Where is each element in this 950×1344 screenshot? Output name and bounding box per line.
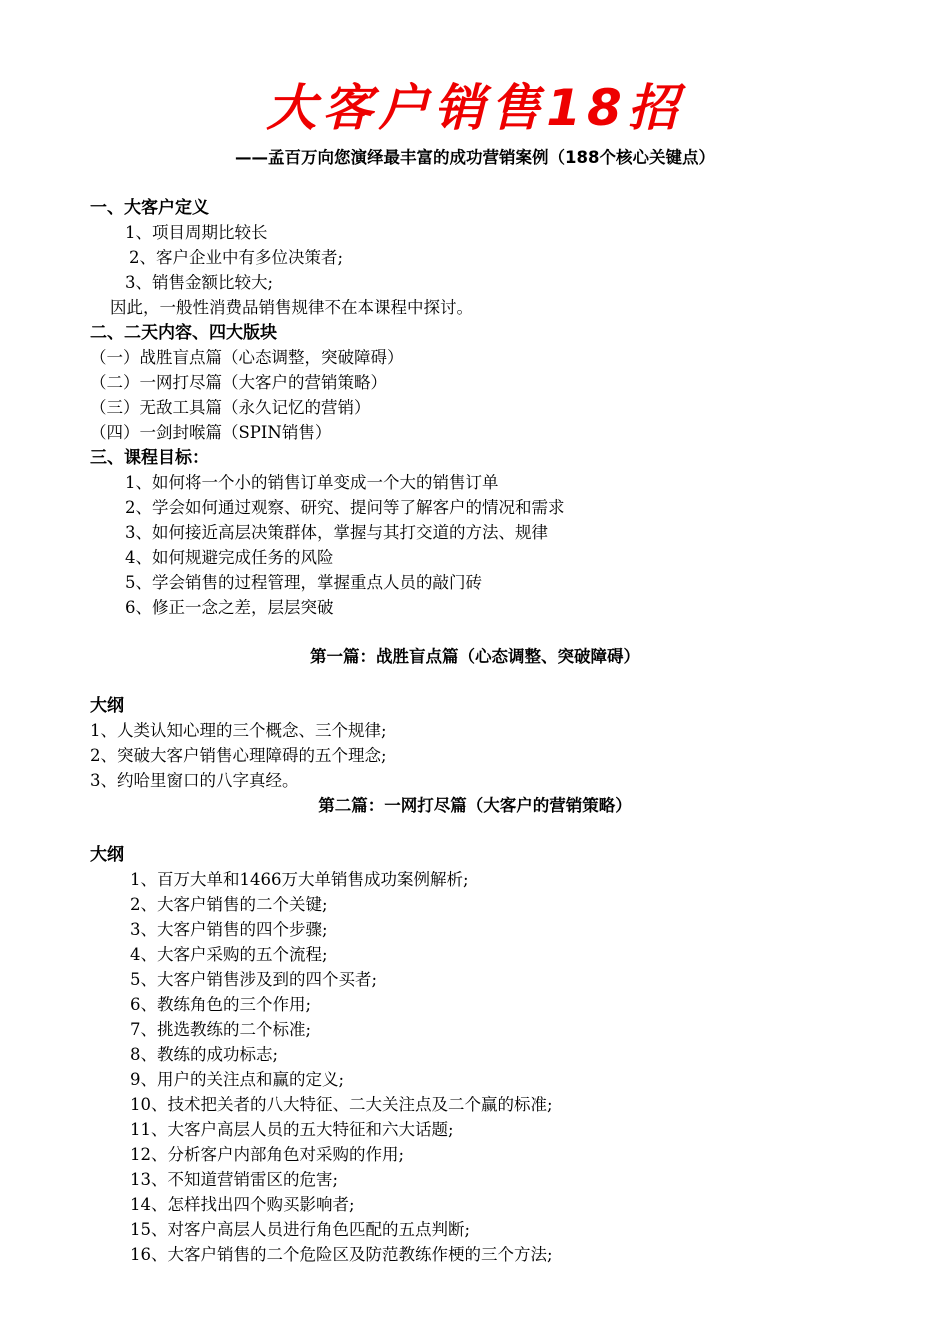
outline-label: 大纲: [90, 696, 124, 716]
document-title: 大客户销售18招: [266, 79, 684, 137]
list-item: 15、对客户高层人员进行角色匹配的五点判断;: [130, 1220, 471, 1239]
list-item: （二）一网打尽篇（大客户的营销策略）: [90, 373, 387, 392]
part1-heading: 第一篇：战胜盲点篇（心态调整、突破障碍）: [310, 647, 640, 666]
list-item: 9、用户的关注点和赢的定义;: [130, 1070, 345, 1089]
list-item: （一）战胜盲点篇（心态调整，突破障碍）: [90, 348, 404, 367]
list-item: 14、怎样找出四个购买影响者;: [130, 1195, 355, 1214]
list-item: 3、大客户销售的四个步骤;: [130, 920, 328, 939]
list-item: 1、百万大单和1466万大单销售成功案例解析;: [130, 870, 469, 889]
part2-heading: 第二篇：一网打尽篇（大客户的营销策略）: [318, 796, 632, 815]
list-item: 3、销售金额比较大;: [125, 273, 274, 292]
list-item: 6、修正一念之差，层层突破: [125, 598, 334, 617]
list-item: 10、技术把关者的八大特征、二大关注点及二个赢的标准;: [130, 1095, 553, 1114]
list-item: 1、人类认知心理的三个概念、三个规律;: [90, 721, 387, 740]
list-item: 2、突破大客户销售心理障碍的五个理念;: [90, 746, 387, 765]
list-item: 8、教练的成功标志;: [130, 1045, 279, 1064]
list-item: 13、不知道营销雷区的危害;: [130, 1170, 339, 1189]
list-item: （四）一剑封喉篇（SPIN销售）: [90, 423, 332, 442]
list-item: 16、大客户销售的二个危险区及防范教练作梗的三个方法;: [130, 1245, 553, 1264]
list-item: 4、如何规避完成任务的风险: [125, 548, 334, 567]
list-item: 4、大客户采购的五个流程;: [130, 945, 328, 964]
list-item: （三）无敌工具篇（永久记忆的营销）: [90, 398, 371, 417]
list-item: 5、学会销售的过程管理，掌握重点人员的敲门砖: [125, 573, 482, 592]
section-heading-definition: 一、大客户定义: [90, 198, 209, 218]
section-note: 因此，一般性消费品销售规律不在本课程中探讨。: [110, 298, 473, 317]
list-item: 1、如何将一个小的销售订单变成一个大的销售订单: [125, 473, 499, 492]
document-subtitle: ——孟百万向您演绎最丰富的成功营销案例（188个核心关键点）: [235, 148, 715, 167]
list-item: 6、教练角色的三个作用;: [130, 995, 312, 1014]
list-item: 3、约哈里窗口的八字真经。: [90, 771, 299, 790]
list-item: 2、学会如何通过观察、研究、提问等了解客户的情况和需求: [125, 498, 565, 517]
section-heading-goals: 三、课程目标：: [90, 448, 209, 468]
list-item: 5、大客户销售涉及到的四个买者;: [130, 970, 378, 989]
outline-label: 大纲: [90, 845, 124, 865]
list-item: 2、大客户销售的二个关键;: [130, 895, 328, 914]
list-item: 3、如何接近高层决策群体，掌握与其打交道的方法、规律: [125, 523, 548, 542]
list-item: 12、分析客户内部角色对采购的作用;: [130, 1145, 405, 1164]
list-item: 1、项目周期比较长: [125, 223, 268, 242]
section-heading-content: 二、二天内容、四大版块: [90, 323, 277, 343]
list-item: 7、挑选教练的二个标准;: [130, 1020, 312, 1039]
list-item: 11、大客户高层人员的五大特征和六大话题;: [130, 1120, 454, 1139]
list-item: 2、客户企业中有多位决策者;: [129, 248, 344, 267]
